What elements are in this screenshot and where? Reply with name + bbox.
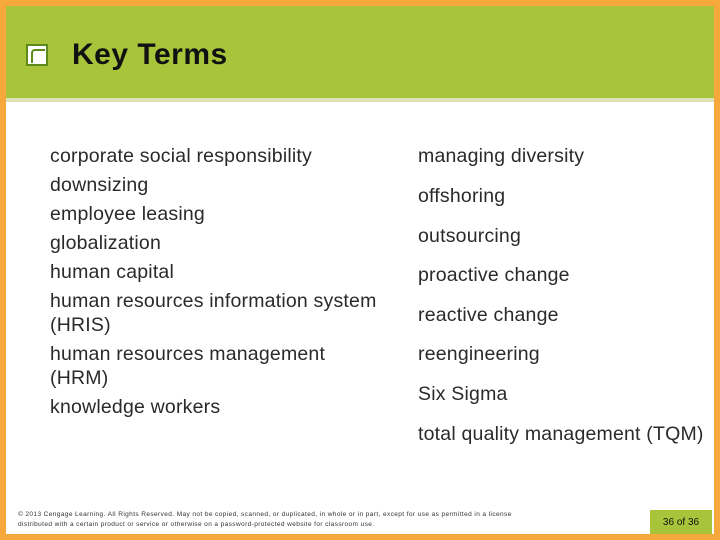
title-bar [6, 6, 714, 102]
copyright-notice: © 2013 Cengage Learning. All Rights Reserved. May not be copied, scanned, or duplicated, in whole or in part, except for use as permitted in a license distributed with a certain product or service or otherwise on a password-protected website for classroom use. [18, 511, 512, 528]
page-current: 36 [662, 517, 675, 528]
term-item: human resources management (HRM) [50, 343, 326, 389]
page-number [650, 510, 712, 534]
term-item: employee leasing [50, 203, 205, 225]
term-item: corporate social responsibility [50, 145, 312, 167]
term-item: human capital [50, 261, 175, 283]
term-item: human resources information system (HRIS) [50, 290, 377, 336]
square-bullet-icon [26, 44, 48, 66]
term-item: managing diversity [418, 145, 585, 167]
term-item: knowledge workers [50, 396, 221, 418]
page-of: of [676, 517, 686, 528]
term-item: downsizing [50, 174, 149, 196]
page-total: 36 [687, 517, 700, 528]
term-item: globalization [50, 232, 162, 254]
slide [6, 6, 714, 534]
term-item: proactive change [418, 264, 570, 286]
term-item: outsourcing [418, 225, 522, 247]
term-item: reactive change [418, 304, 559, 326]
term-item: reengineering [418, 343, 540, 365]
term-item: total quality management (TQM) [418, 423, 704, 445]
terms-list-left [50, 144, 380, 424]
slide-title: Key Terms [72, 38, 228, 71]
term-item: offshoring [418, 185, 506, 207]
term-item: Six Sigma [418, 383, 508, 405]
